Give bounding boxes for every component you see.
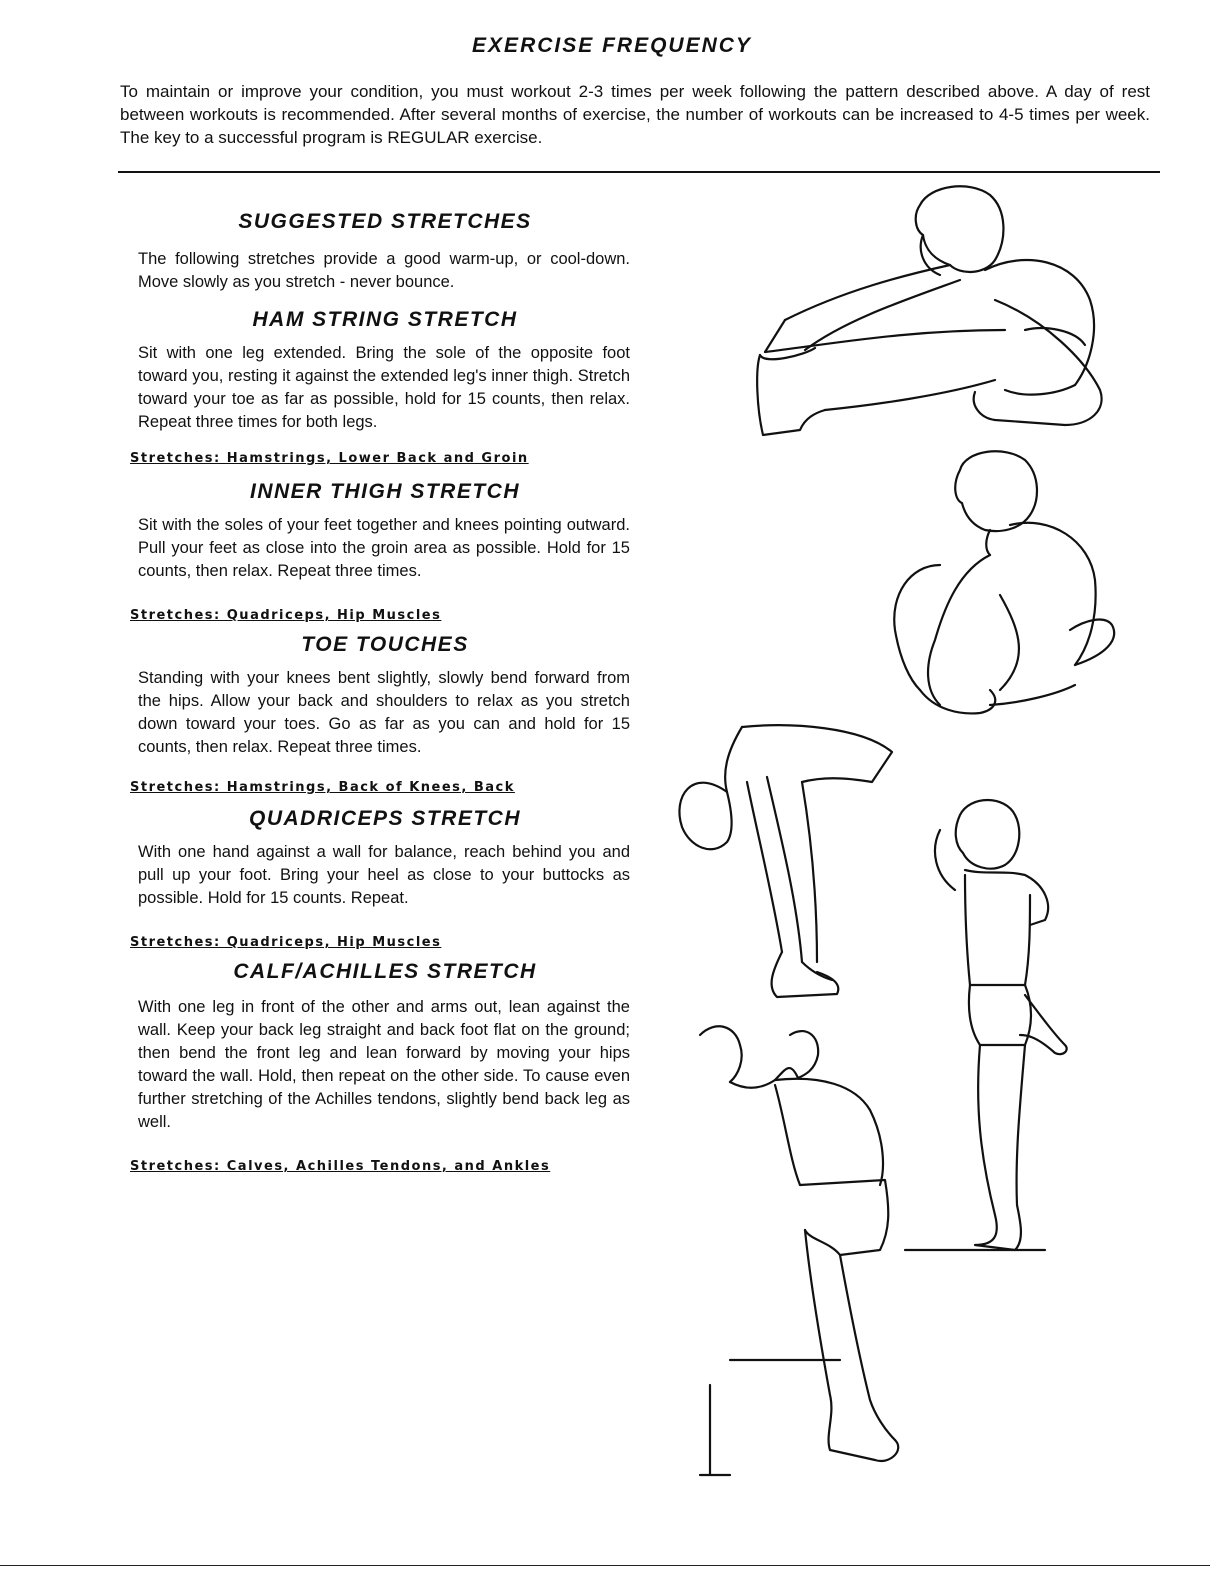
quadriceps-stretch-illustration <box>905 795 1085 1255</box>
inner-thigh-targets: Stretches: Quadriceps, Hip Muscles <box>130 608 442 623</box>
hamstring-stretch-illustration <box>745 180 1115 450</box>
inner-thigh-heading: INNER THIGH STRETCH <box>250 480 520 503</box>
calf-achilles-text: With one leg in front of the other and arms out, lean against the wall. Keep your back leg straight and back foot flat on the ground; then bend the front leg and lean forward by moving your hips toward the wall. Hold, then repeat on the other side. To cause even further stretching of the Achilles tendons, slightly bend back leg as well. <box>138 998 630 1131</box>
toe-touches-illustration <box>672 722 902 1012</box>
suggested-stretches-heading: SUGGESTED STRETCHES <box>238 210 532 233</box>
top-divider <box>118 171 1160 173</box>
toe-touches-heading: TOE TOUCHES <box>301 633 469 656</box>
stretch-column <box>130 210 640 1178</box>
inner-thigh-stretch-illustration <box>880 445 1120 725</box>
hamstring-text: Sit with one leg extended. Bring the sole of the opposite foot toward you, resting it against the extended leg's inner thigh. Stretch toward your toe as far as possible, hold for 15 counts, then relax. Repeat three times for both legs. <box>138 344 630 431</box>
inner-thigh-text: Sit with the soles of your feet together and knees pointing outward. Pull your feet as close into the groin area as possible. Hold for 15 counts, then relax. Repeat three times. <box>138 516 630 580</box>
intro-paragraph: To maintain or improve your condition, you must workout 2-3 times per week following the pattern described above. A day of rest between workouts is recommended. After several months of exercise, the number of workouts can be increased to 4-5 times per week. The key to a successful program is REGULAR exercise. <box>120 82 1150 147</box>
toe-touches-targets: Stretches: Hamstrings, Back of Knees, Back <box>130 780 515 795</box>
quadriceps-targets: Stretches: Quadriceps, Hip Muscles <box>130 935 442 950</box>
hamstring-targets: Stretches: Hamstrings, Lower Back and Groin <box>130 451 529 466</box>
calf-achilles-stretch-illustration <box>690 1020 920 1490</box>
calf-achilles-heading: CALF/ACHILLES STRETCH <box>233 960 537 983</box>
bottom-divider <box>0 1565 1210 1566</box>
calf-achilles-targets: Stretches: Calves, Achilles Tendons, and Ankles <box>130 1159 551 1174</box>
hamstring-heading: HAM STRING STRETCH <box>252 308 518 331</box>
suggested-stretches-text: The following stretches provide a good warm-up, or cool-down. Move slowly as you stretch - never bounce. <box>138 250 630 291</box>
quadriceps-heading: QUADRICEPS STRETCH <box>248 807 522 830</box>
page-title: EXERCISE FREQUENCY <box>472 34 752 57</box>
toe-touches-text: Standing with your knees bent slightly, slowly bend forward from the hips. Allow your back and shoulders to relax as you stretch down toward your toes. Go as far as you can and hold for 15 counts, then relax. Repeat three times. <box>138 669 630 756</box>
quadriceps-text: With one hand against a wall for balance, reach behind you and pull up your foot. Bring your heel as close to your buttocks as possible. Hold for 15 counts. Repeat. <box>138 843 630 907</box>
